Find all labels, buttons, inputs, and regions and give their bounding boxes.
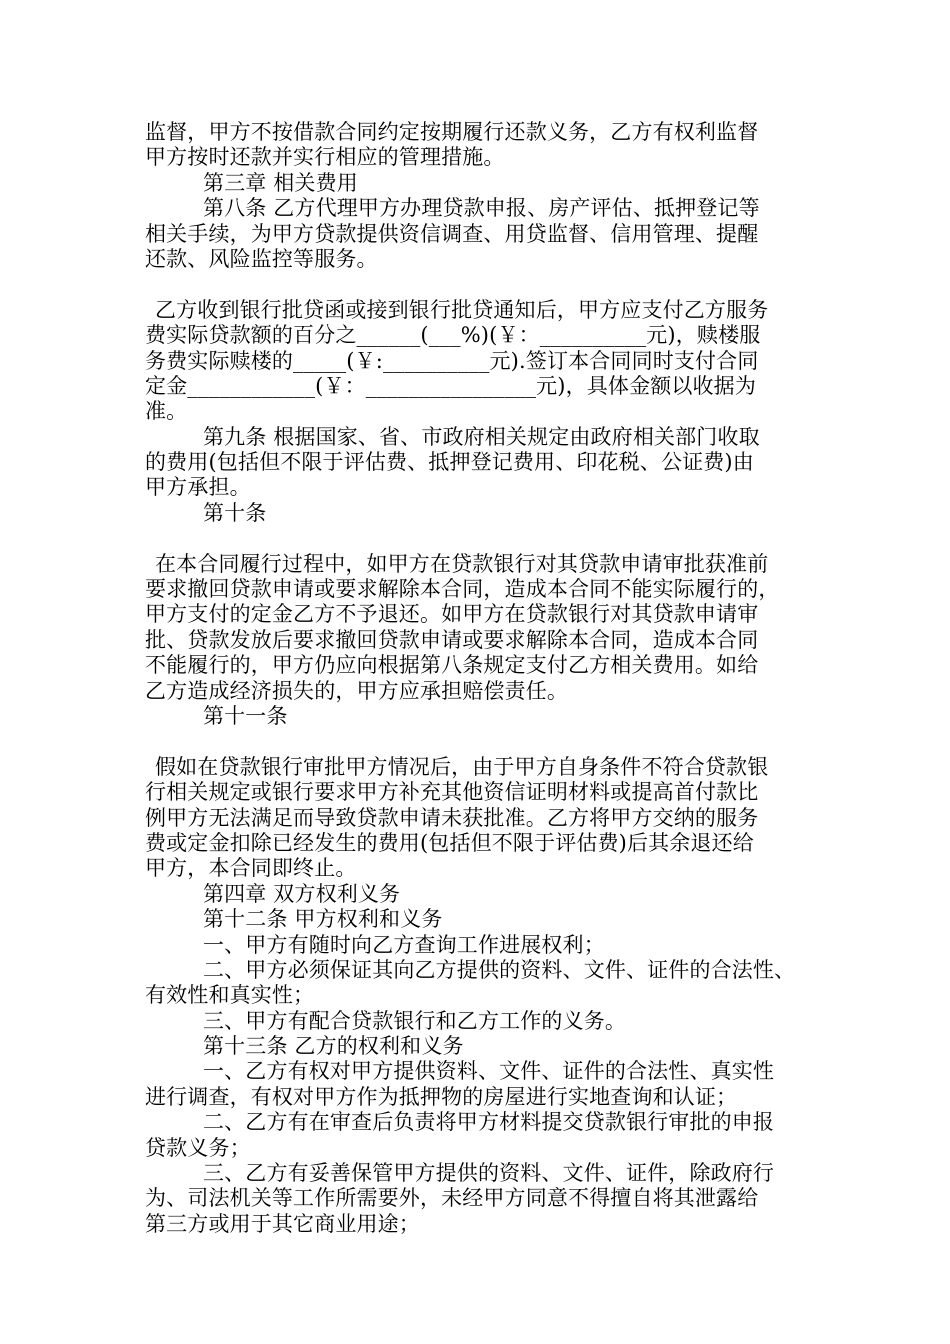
- text-line: 相关手续，为甲方贷款提供资信调查、用贷监督、信用管理、提醒: [145, 221, 759, 246]
- text-line: 务费实际赎楼的_____(￥:__________元).签订本合同同时支付合同: [145, 348, 759, 373]
- text-line: 费或定金扣除已经发生的费用(包括但不限于评估费)后其余退还给: [145, 830, 754, 855]
- text-line: 不能履行的，甲方仍应向根据第八条规定支付乙方相关费用。如给: [145, 653, 759, 678]
- chapter-heading: 第四章 双方权利义务: [203, 881, 401, 906]
- list-item: 三、甲方有配合贷款银行和乙方工作的义务。: [203, 1008, 626, 1033]
- article-heading: 第十条: [203, 500, 267, 525]
- list-item: 二、乙方有在审查后负责将甲方材料提交贷款银行审批的申报: [203, 1110, 775, 1135]
- text-line: 定金____________(￥：________________元)，具体金额以收据为: [145, 373, 756, 398]
- document-page: [145, 120, 825, 1237]
- article-heading: 第十一条: [203, 703, 288, 728]
- blank-line: [145, 729, 825, 754]
- text-line: 的费用(包括但不限于评估费、抵押登记费用、印花税、公证费)由: [145, 450, 754, 475]
- text-line: 有效性和真实性；: [145, 983, 315, 1008]
- article-heading: 第九条 根据国家、省、市政府相关规定由政府相关部门收取: [203, 424, 760, 449]
- list-item: 二、甲方必须保证其向乙方提供的资料、文件、证件的合法性、: [203, 957, 796, 982]
- text-line: 要求撤回贷款申请或要求解除本合同，造成本合同不能实际履行的，: [145, 577, 780, 602]
- list-item: 一、甲方有随时向乙方查询工作进展权利；: [203, 932, 605, 957]
- text-line: 监督，甲方不按借款合同约定按期履行还款义务，乙方有权利监督: [145, 120, 759, 144]
- text-line: 准。: [145, 399, 188, 424]
- text-line: 例甲方无法满足而导致贷款申请未获批准。乙方将甲方交纳的服务: [145, 805, 759, 830]
- text-line: 甲方承担。: [145, 475, 251, 500]
- article-heading: 第八条 乙方代理甲方办理贷款申报、房产评估、抵押登记等: [203, 196, 760, 221]
- blank-line: [145, 272, 825, 297]
- text-line: 贷款义务；: [145, 1135, 251, 1160]
- text-line: 为、司法机关等工作所需要外，未经甲方同意不得擅自将其泄露给: [145, 1186, 759, 1211]
- text-line: 行相关规定或银行要求甲方补充其他资信证明材料或提高首付款比: [145, 780, 759, 805]
- text-line: 第三方或用于其它商业用途；: [145, 1211, 420, 1236]
- text-line: 乙方造成经济损失的，甲方应承担赔偿责任。: [145, 678, 568, 703]
- text-line: 甲方按时还款并实行相应的管理措施。: [145, 145, 505, 170]
- text-line: 甲方，本合同即终止。: [145, 856, 357, 881]
- list-item: 一、乙方有权对甲方提供资料、文件、证件的合法性、真实性: [203, 1059, 775, 1084]
- list-item: 三、乙方有妥善保管甲方提供的资料、文件、证件，除政府行: [203, 1161, 775, 1186]
- text-line: 甲方支付的定金乙方不予退还。如甲方在贷款银行对其贷款申请审: [145, 602, 759, 627]
- text-line: 费实际贷款额的百分之______(___%)(￥：__________元)，赎楼服: [145, 323, 761, 348]
- chapter-heading: 第三章 相关费用: [203, 170, 358, 195]
- text-line: 还款、风险监控等服务。: [145, 246, 378, 271]
- blank-line: [145, 526, 825, 551]
- text-line: 乙方收到银行批贷函或接到银行批贷通知后，甲方应支付乙方服务: [155, 297, 769, 322]
- text-line: 进行调查，有权对甲方作为抵押物的房屋进行实地查询和认证；: [145, 1084, 738, 1109]
- text-line: 批、贷款发放后要求撤回贷款申请或要求解除本合同，造成本合同: [145, 627, 759, 652]
- text-line: 假如在贷款银行审批甲方情况后，由于甲方自身条件不符合贷款银: [155, 754, 769, 779]
- text-line: 在本合同履行过程中，如甲方在贷款银行对其贷款申请审批获准前: [155, 551, 769, 576]
- article-heading: 第十三条 乙方的权利和义务: [203, 1034, 464, 1059]
- article-heading: 第十二条 甲方权利和义务: [203, 907, 443, 932]
